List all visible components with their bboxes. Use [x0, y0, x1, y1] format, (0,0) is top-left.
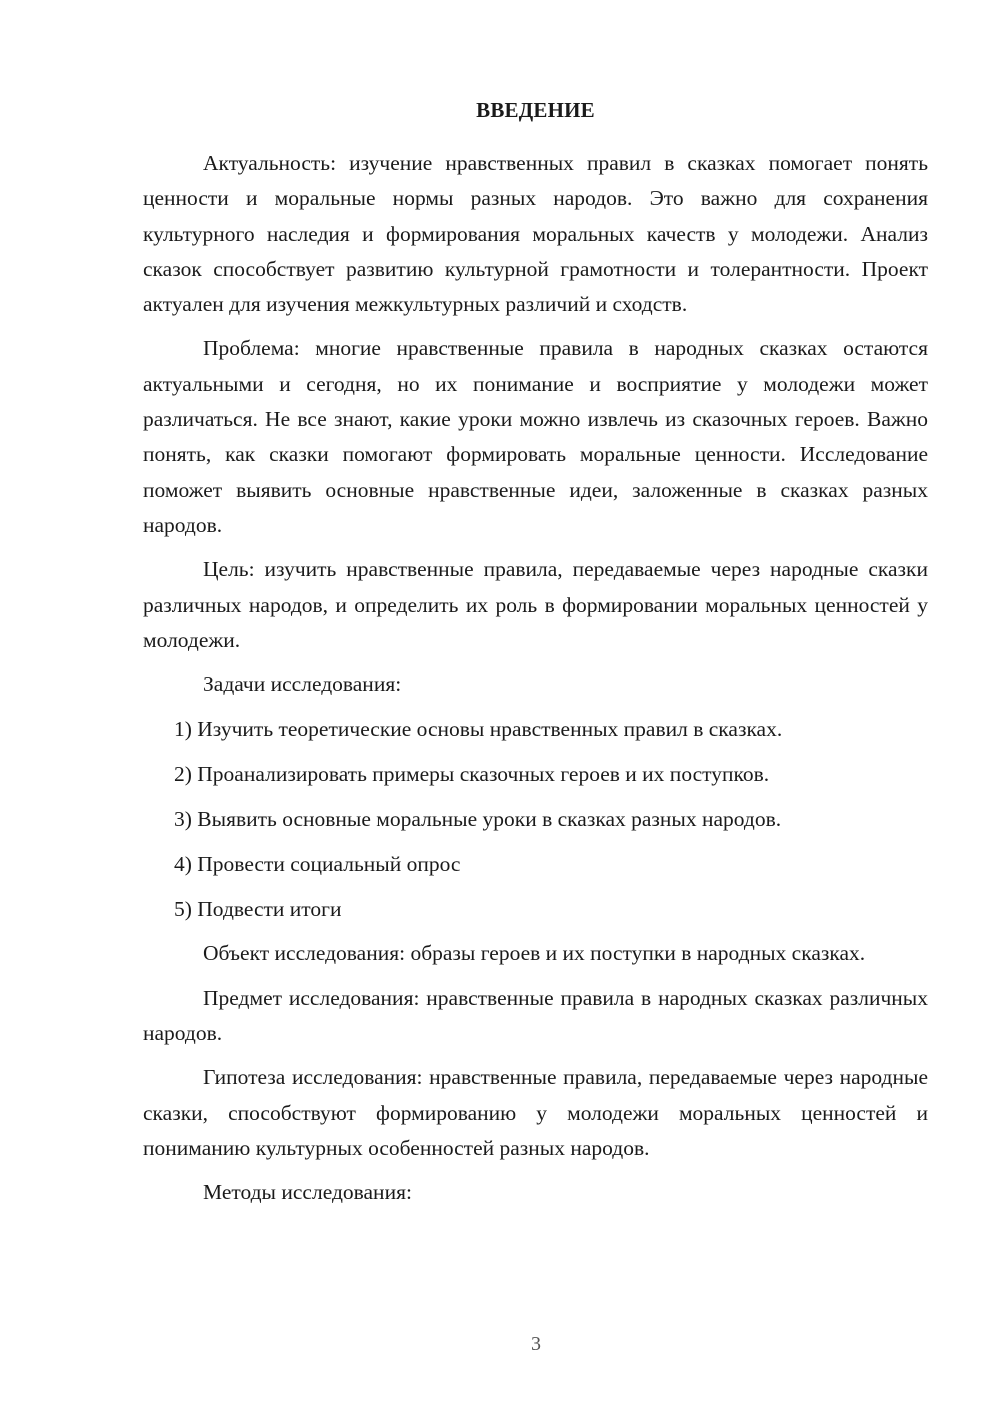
tasks-list: [143, 712, 928, 926]
document-page: [143, 96, 928, 1221]
problem-paragraph: Проблема: многие нравственные правила в народных сказках остаются актуальными и сегодня, но их понимание и восприятие у молодежи может различаться. Не все знают, какие уроки можно извлечь из сказочных героев. Важно понять, как сказки помогают формировать моральные ценности. Исследование поможет выявить основные нравственные идеи, заложенные в сказках разных народов.: [143, 336, 928, 537]
tasks-title: Задачи исследования:: [203, 672, 402, 697]
methods-title: Методы исследования:: [203, 1180, 412, 1205]
hypothesis-paragraph: Гипотеза исследования: нравственные правила, передаваемые через народные сказки, способствуют формированию у молодежи моральных ценностей и пониманию культурных особенностей разных народов.: [143, 1065, 928, 1160]
goal-paragraph: Цель: изучить нравственные правила, передаваемые через народные сказки различных народов, и определить их роль в формировании моральных ценностей у молодежи.: [143, 557, 928, 652]
task-item: 4) Провести социальный опрос: [174, 851, 461, 876]
task-item: 2) Проанализировать примеры сказочных героев и их поступков.: [174, 762, 770, 787]
task-item: 5) Подвести итоги: [174, 896, 342, 921]
task-item: 3) Выявить основные моральные уроки в сказках разных народов.: [174, 807, 782, 832]
object-paragraph: Объект исследования: образы героев и их поступки в народных сказках.: [203, 941, 866, 966]
relevance-paragraph: Актуальность: изучение нравственных правил в сказках помогает понять ценности и моральные нормы разных народов. Это важно для сохранения культурного наследия и формирования моральных качеств у молодежи. Анализ сказок способствует развитию культурной грамотности и толерантности. Проект актуален для изучения межкультурных различий и сходств.: [143, 151, 928, 317]
task-item: 1) Изучить теоретические основы нравственных правил в сказках.: [174, 717, 783, 742]
subject-paragraph: Предмет исследования: нравственные правила в народных сказках различных народов.: [143, 985, 928, 1046]
page-number: 3: [531, 1333, 541, 1355]
section-heading: ВВЕДЕНИЕ: [476, 98, 595, 122]
